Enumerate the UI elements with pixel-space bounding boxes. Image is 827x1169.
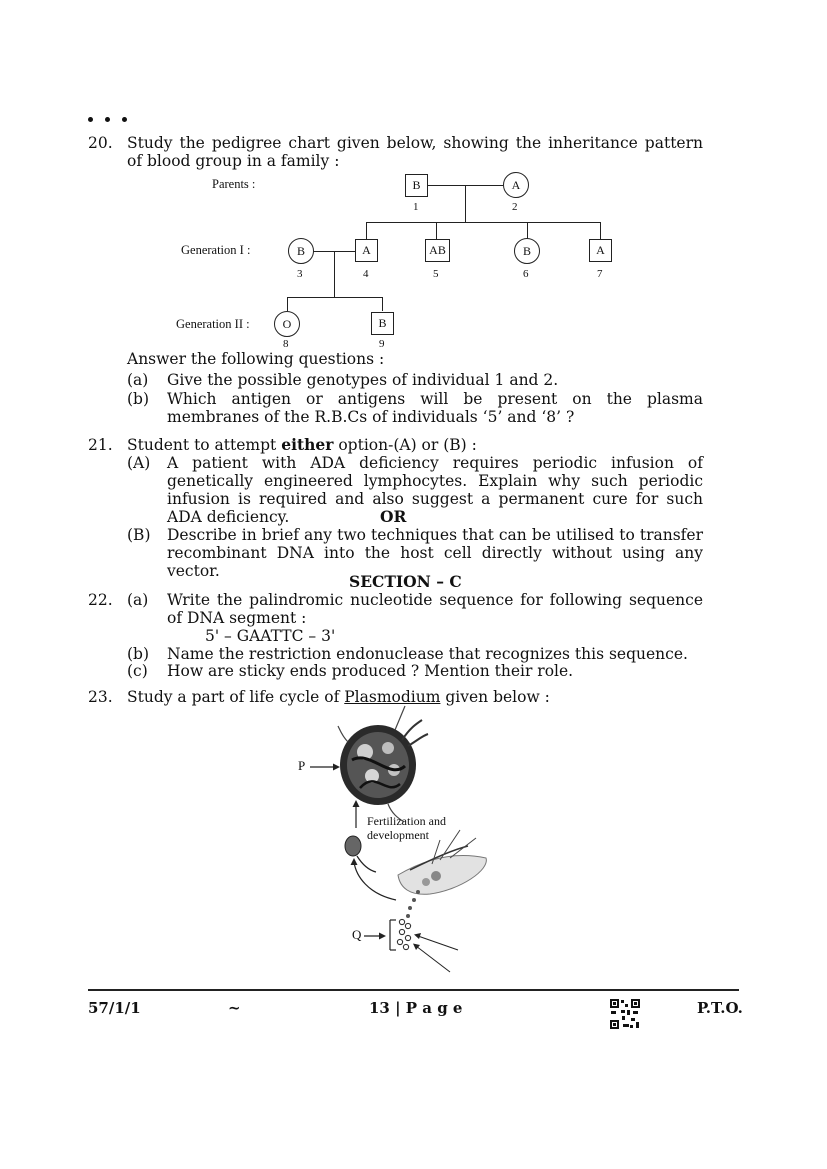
q22-c-text: How are sticky ends produced ? Mention their role.	[167, 662, 574, 680]
individual-2: A	[503, 172, 529, 198]
q21-intro: Student to attempt either option-(A) or (B) :	[127, 435, 477, 454]
qr-code-icon	[609, 998, 641, 1030]
individual-7: A	[589, 239, 612, 262]
q22-a-text: Write the palindromic nucleotide sequence for following sequence of DNA segment :	[167, 591, 703, 627]
q21-a-label: (A)	[127, 454, 151, 472]
q21-number: 21.	[88, 436, 113, 454]
caption-line-2: development	[367, 828, 429, 842]
individual-4-number: 4	[363, 268, 369, 280]
q23-text: Study a part of life cycle of Plasmodium given below :	[127, 688, 550, 706]
individual-6-number: 6	[523, 268, 529, 280]
individual-1: B	[405, 174, 428, 197]
label-generation-1: Generation I :	[181, 243, 251, 257]
footer-page: 13 | P a g e	[369, 999, 463, 1017]
individual-5: AB	[425, 239, 450, 262]
individual-3-number: 3	[297, 268, 303, 280]
q22-b-text: Name the restriction endonuclease that recognizes this sequence.	[167, 645, 688, 663]
label-p: P	[298, 758, 306, 773]
q22-c-label: (c)	[127, 662, 148, 680]
q21-or: OR	[380, 507, 407, 526]
individual-3: B	[288, 238, 314, 264]
individual-2-number: 2	[512, 201, 518, 213]
footer-rule	[88, 989, 739, 991]
q21-b-label: (B)	[127, 526, 151, 544]
q21-a-text: A patient with ADA deficiency requires periodic infusion of genetically engineered lymphocytes. Explain why such periodic infusion is required and also suggest a permanent cure for such ADA deficiency.	[167, 454, 703, 526]
q21-b-text: Describe in brief any two techniques that can be utilised to transfer recombinant DNA into the host cell directly without using any vector.	[167, 526, 703, 580]
individual-7-number: 7	[597, 268, 603, 280]
individual-5-number: 5	[433, 268, 439, 280]
q20-lead: Answer the following questions :	[127, 350, 385, 368]
q20-b-label: (b)	[127, 390, 150, 408]
individual-1-number: 1	[413, 201, 419, 213]
individual-6: B	[514, 238, 540, 264]
q20-text: Study the pedigree chart given below, showing the inheritance pattern of blood group in a family :	[127, 134, 703, 170]
section-c-heading: SECTION – C	[349, 572, 462, 591]
pedigree-chart	[0, 0, 827, 360]
q22-sequence: 5' – GAATTC – 3'	[205, 627, 336, 645]
q20-b-text: Which antigen or antigens will be present on the plasma membranes of the R.B.Cs of individuals ‘5’ and ‘8’ ?	[167, 390, 703, 426]
label-q: Q	[352, 927, 362, 942]
q20-a-text: Give the possible genotypes of individual 1 and 2.	[167, 371, 559, 389]
q22-a-label: (a)	[127, 591, 149, 609]
individual-4: A	[355, 239, 378, 262]
caption-line-1: Fertilization and	[367, 814, 446, 828]
q22-number: 22.	[88, 591, 113, 609]
individual-8-number: 8	[283, 338, 289, 350]
label-parents: Parents :	[212, 177, 256, 191]
q23-number: 23.	[88, 688, 113, 706]
plasmodium-diagram	[290, 700, 500, 980]
individual-9-number: 9	[379, 338, 385, 350]
q20-a-label: (a)	[127, 371, 149, 389]
individual-9: B	[371, 312, 394, 335]
footer-pto: P.T.O.	[697, 999, 743, 1017]
q22-b-label: (b)	[127, 645, 150, 663]
q20-number: 20.	[88, 134, 113, 152]
footer-tilde: ~	[228, 999, 241, 1017]
individual-8: O	[274, 311, 300, 337]
footer-code: 57/1/1	[88, 999, 141, 1017]
label-generation-2: Generation II :	[176, 317, 250, 331]
